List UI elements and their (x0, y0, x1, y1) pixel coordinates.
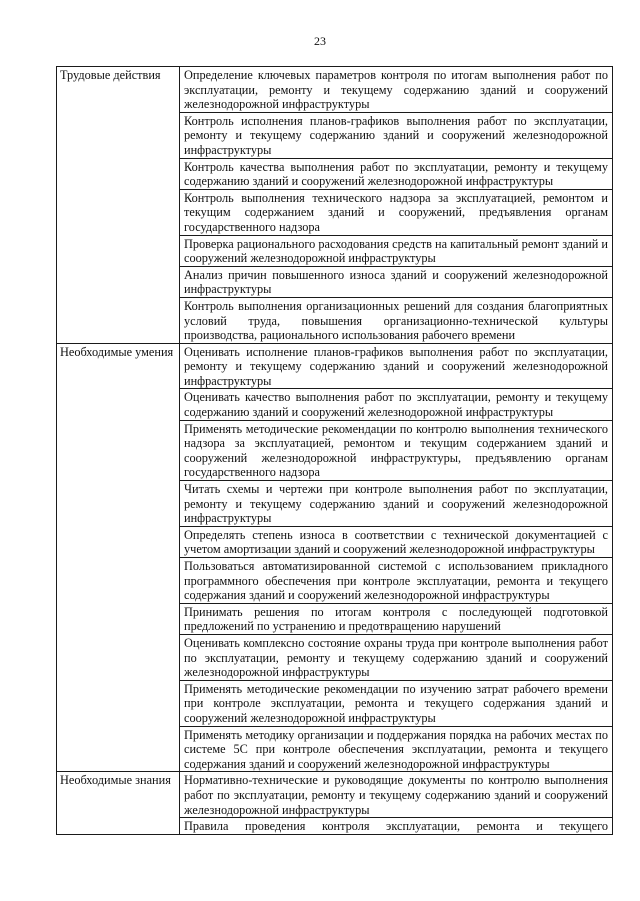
table-cell: Читать схемы и чертежи при контроле выполнения работ по эксплуатации, ремонту и текущему содержанию зданий и сооружений железнодорожной инфраструктуры (180, 481, 613, 527)
table-cell: Принимать решения по итогам контроля с последующей подготовкой предложений по устранению и предотвращению нарушений (180, 603, 613, 634)
table-cell: Контроль качества выполнения работ по эксплуатации, ремонту и текущему содержанию зданий и сооружений железнодорожной инфраструктуры (180, 158, 613, 189)
table-cell: Контроль исполнения планов-графиков выполнения работ по эксплуатации, ремонту и текущему содержанию зданий и сооружений железнодорожной инфраструктуры (180, 112, 613, 158)
table-cell: Оценивать исполнение планов-графиков выполнения работ по эксплуатации, ремонту и текущему содержанию зданий и сооружений железнодорожной инфраструктуры (180, 343, 613, 389)
table-row (57, 772, 613, 818)
table-cell: Анализ причин повышенного износа зданий и сооружений железнодорожной инфраструктуры (180, 266, 613, 297)
table-cell: Контроль выполнения технического надзора за эксплуатацией, ремонтом и текущим содержанием зданий и сооружений, предъявления органам государственного надзора (180, 189, 613, 235)
table-cell: Применять методические рекомендации по изучению затрат рабочего времени при контроле эксплуатации, ремонта и текущего содержания зданий и сооружений железнодорожной инфраструктуры (180, 680, 613, 726)
table-cell: Проверка рационального расходования средств на капитальный ремонт зданий и сооружений железнодорожной инфраструктуры (180, 235, 613, 266)
section-label-required-knowledge: Необходимые знания (57, 772, 180, 834)
table-cell: Нормативно-технические и руководящие документы по контролю выполнения работ по эксплуатации, ремонту и текущему содержанию зданий и сооружений железнодорожной инфраструктуры (180, 772, 613, 818)
table-row (57, 67, 613, 113)
requirements-table (56, 66, 613, 835)
table-row (57, 343, 613, 389)
page-number: 23 (314, 34, 326, 48)
section-label-labor-actions: Трудовые действия (57, 67, 180, 344)
table-cell: Контроль выполнения организационных решений для создания благоприятных условий труда, повышения организационно-технической культуры производства, рационального использования рабочего времени (180, 297, 613, 343)
table-cell: Определение ключевых параметров контроля по итогам выполнения работ по эксплуатации, ремонту и текущему содержанию зданий и сооружений железнодорожной инфраструктуры (180, 67, 613, 113)
table-cell: Правила проведения контроля эксплуатации, ремонта и текущего (180, 818, 613, 835)
table-cell: Оценивать качество выполнения работ по эксплуатации, ремонту и текущему содержанию зданий и сооружений железнодорожной инфраструктуры (180, 389, 613, 420)
table-cell: Применять методику организации и поддержания порядка на рабочих местах по системе 5С при контроле обеспечения эксплуатации, ремонта и текущего содержания зданий и сооружений железнодорожной инфраструктуры (180, 726, 613, 772)
table-cell: Применять методические рекомендации по контролю выполнения технического надзора за эксплуатацией, ремонтом и текущим содержанием зданий и сооружений железнодорожной инфраструктуры, предъявлению органам государственного надзора (180, 420, 613, 480)
table-cell: Определять степень износа в соответствии с технической документацией с учетом амортизации зданий и сооружений железнодорожной инфраструктуры (180, 526, 613, 557)
table-cell: Оценивать комплексно состояние охраны труда при контроле выполнения работ по эксплуатации, ремонту и текущему содержанию зданий и сооружений железнодорожной инфраструктуры (180, 634, 613, 680)
table-cell: Пользоваться автоматизированной системой с использованием прикладного программного обеспечения при контроле эксплуатации, ремонта и текущего содержания зданий и сооружений железнодорожной инфраструктуры (180, 558, 613, 604)
section-label-required-skills: Необходимые умения (57, 343, 180, 772)
